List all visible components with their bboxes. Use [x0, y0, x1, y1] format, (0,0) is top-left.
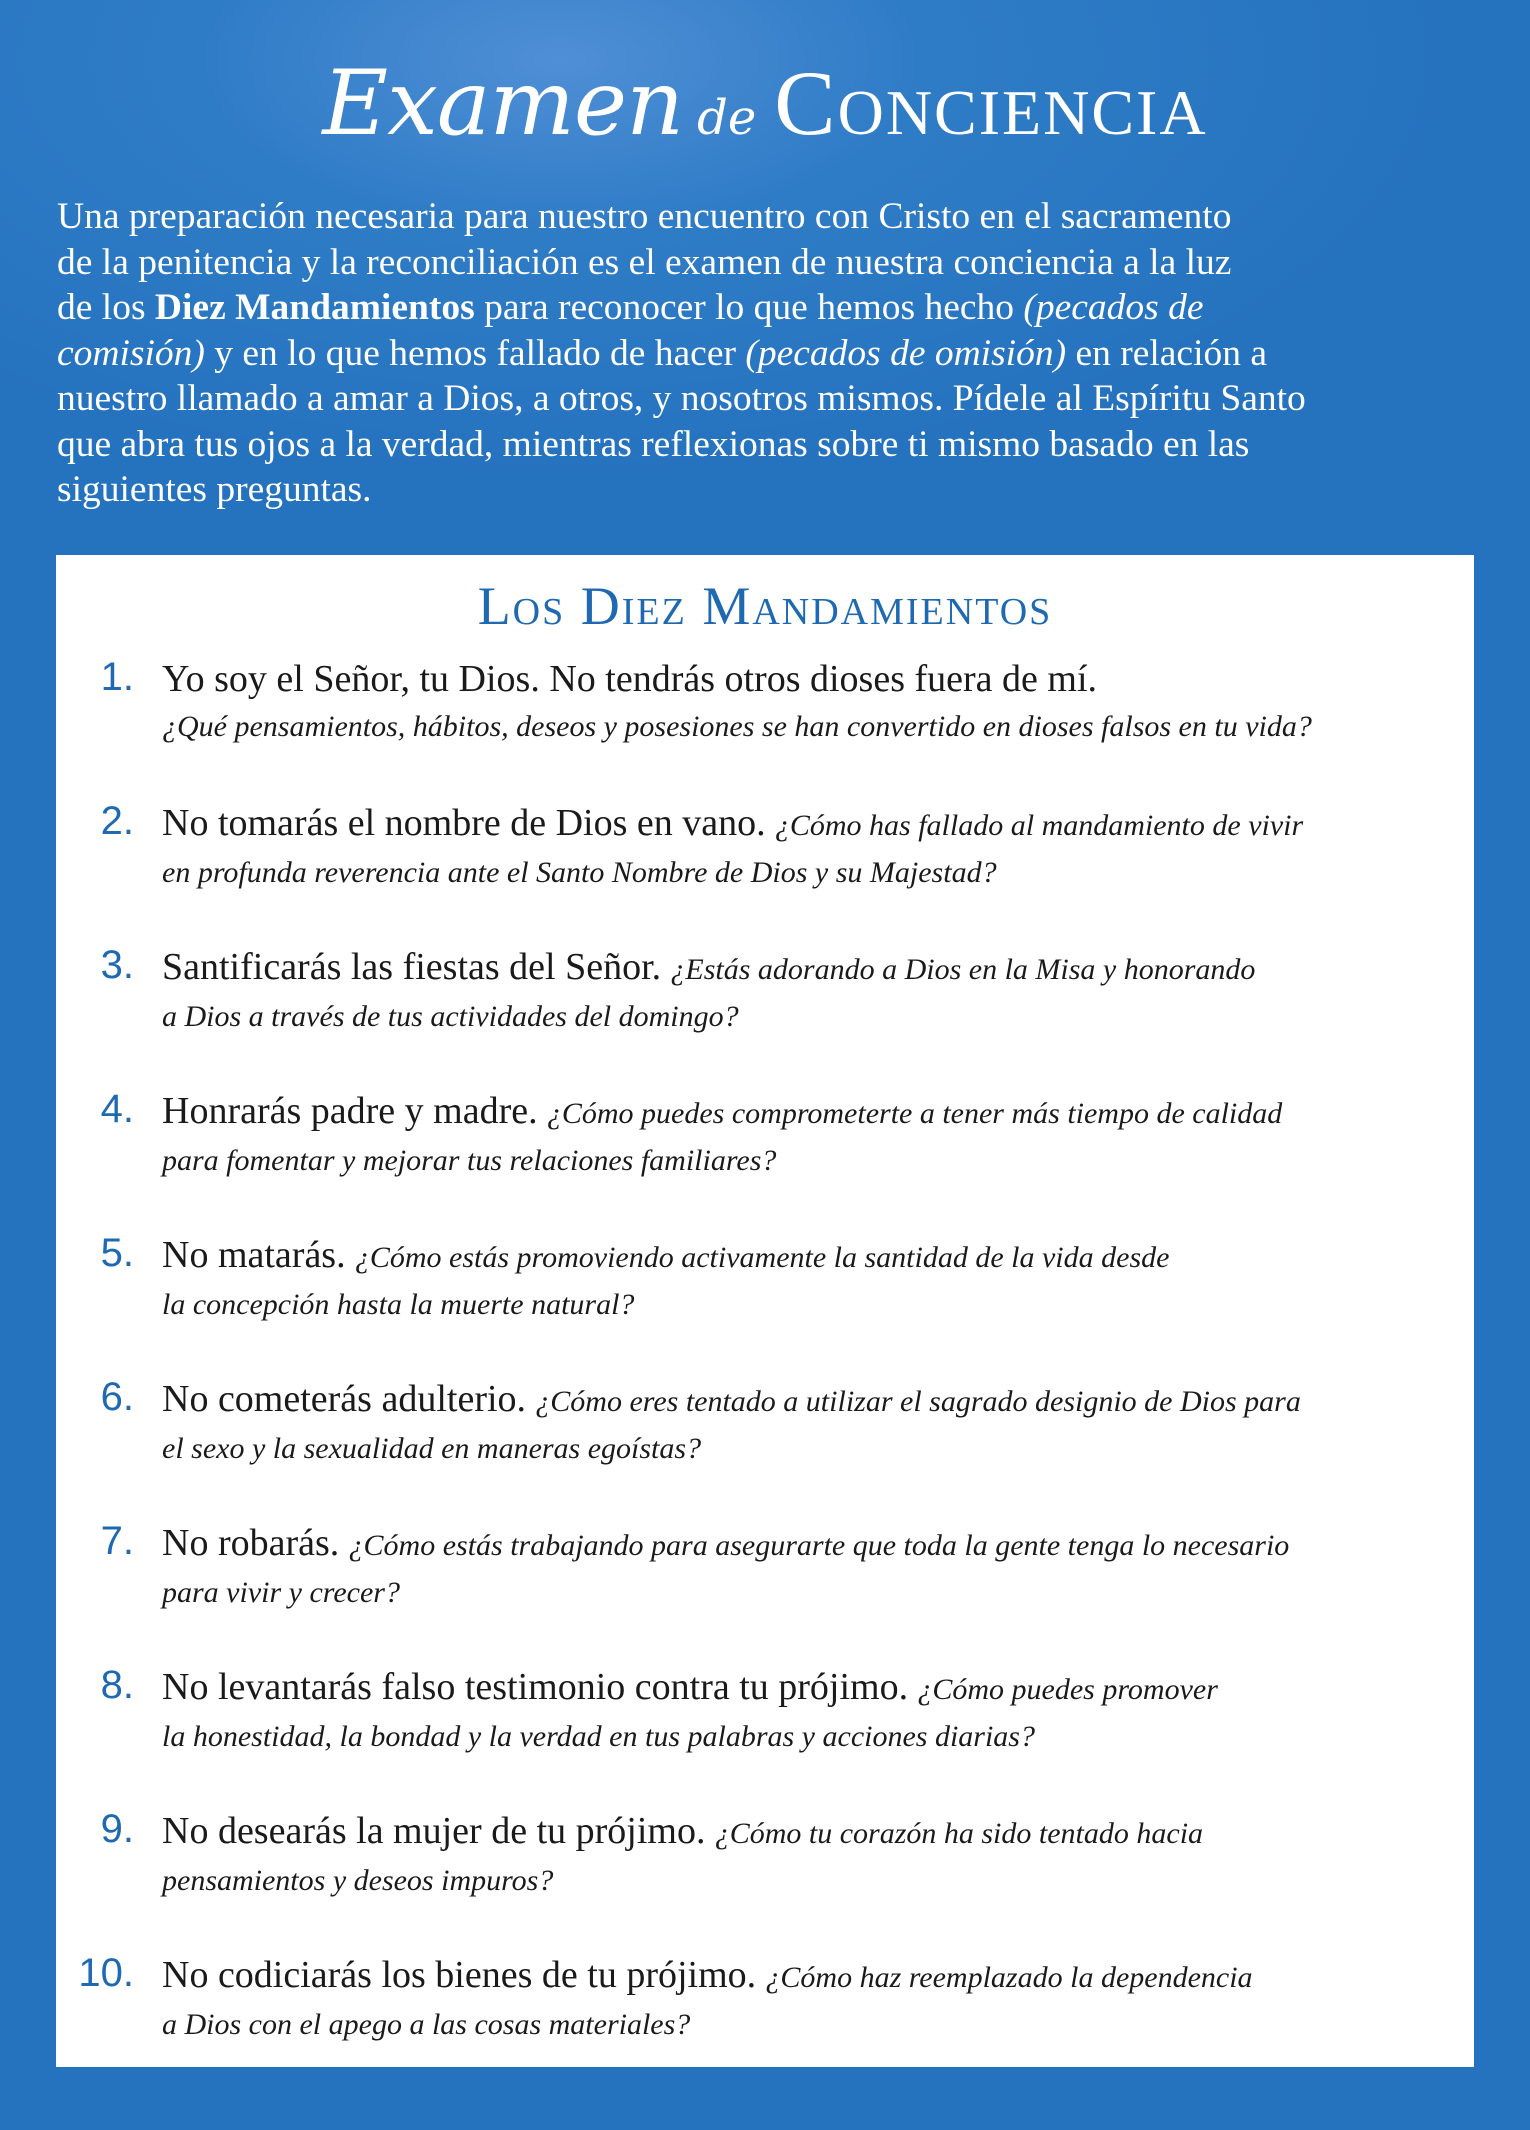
- commandment-number: 3.: [100, 943, 134, 987]
- commandment-text: [162, 943, 1462, 1040]
- commandment-text: [162, 1951, 1462, 2048]
- commandment-question: para vivir y crecer?: [162, 1576, 400, 1609]
- title-caps: Conciencia: [774, 52, 1208, 154]
- commandment-main: No levantarás falso testimonio contra tu prójimo.: [162, 1666, 909, 1708]
- intro-line: de la penitencia y la reconciliación es el examen de nuestra conciencia a la luz: [57, 241, 1232, 283]
- intro-text: en relación a: [1066, 332, 1268, 374]
- commandment-text: [162, 1663, 1462, 1760]
- page-title: [0, 50, 1530, 156]
- commandment-text: [162, 1375, 1462, 1472]
- commandment-main: No desearás la mujer de tu prójimo.: [162, 1810, 706, 1852]
- commandment-question: ¿Cómo estás promoviendo activamente la santidad de la vida desde: [354, 1241, 1170, 1274]
- commandment-question: para fomentar y mejorar tus relaciones familiares?: [162, 1144, 777, 1177]
- commandment-text: [162, 1807, 1462, 1904]
- commandment-question: ¿Cómo estás trabajando para asegurarte que toda la gente tenga lo necesario: [348, 1529, 1290, 1562]
- commandment-number: 1.: [100, 655, 134, 699]
- commandment-number: 7.: [100, 1519, 134, 1563]
- commandment-main: No codiciarás los bienes de tu prójimo.: [162, 1954, 757, 1996]
- commandment-question: ¿Cómo tu corazón ha sido tentado hacia: [714, 1817, 1204, 1850]
- intro-line: [57, 331, 1477, 377]
- commandment-question: la honestidad, la bondad y la verdad en tus palabras y acciones diarias?: [162, 1720, 1035, 1753]
- commandment-question: ¿Qué pensamientos, hábitos, deseos y posesiones se han convertido en dioses falsos en tu vida?: [162, 710, 1312, 743]
- commandment-number: 5.: [100, 1231, 134, 1275]
- intro-text: para reconocer lo que hemos hecho: [474, 287, 1024, 328]
- intro-line: [57, 285, 1477, 331]
- title-script: Examen: [322, 51, 684, 156]
- commandment-main: No matarás.: [162, 1234, 346, 1276]
- commandment-number: 10.: [78, 1951, 134, 1995]
- commandment-question: en profunda reverencia ante el Santo Nombre de Dios y su Majestad?: [162, 856, 997, 889]
- commandment-main: No cometerás adulterio.: [162, 1378, 527, 1420]
- commandments-panel: [56, 555, 1474, 2067]
- commandment-main: Yo soy el Señor, tu Dios. No tendrás otros dioses fuera de mí.: [162, 658, 1098, 700]
- intro-line: nuestro llamado a amar a Dios, a otros, y nosotros mismos. Pídele al Espíritu Santo: [57, 378, 1306, 419]
- commandment-number: 6.: [100, 1375, 134, 1419]
- intro-line: Una preparación necesaria para nuestro encuentro con Cristo en el sacramento: [57, 196, 1232, 237]
- intro-italic-text: comisión): [57, 332, 205, 374]
- commandment-question: pensamientos y deseos impuros?: [162, 1864, 554, 1897]
- commandment-question: ¿Cómo haz reemplazado la dependencia: [765, 1961, 1253, 1994]
- commandment-main: No tomarás el nombre de Dios en vano.: [162, 802, 766, 844]
- commandment-question: ¿Cómo eres tentado a utilizar el sagrado designio de Dios para: [535, 1385, 1301, 1418]
- commandment-question: a Dios a través de tus actividades del domingo?: [162, 1000, 739, 1033]
- commandment-number: 8.: [100, 1663, 134, 1707]
- commandment-main: No robarás.: [162, 1522, 340, 1564]
- intro-text: y en lo que hemos fallado de hacer: [204, 332, 746, 374]
- commandment-question: ¿Estás adorando a Dios en la Misa y honorando: [670, 953, 1256, 986]
- panel-heading: Los Diez Mandamientos: [477, 576, 1053, 636]
- commandment-text: [162, 1519, 1462, 1616]
- commandment-question: a Dios con el apego a las cosas materiales?: [162, 2008, 691, 2041]
- intro-italic-text: (pecados de omisión): [745, 332, 1067, 374]
- commandment-text: [162, 655, 1462, 750]
- commandment-question: la concepción hasta la muerte natural?: [162, 1288, 635, 1321]
- commandment-question: ¿Cómo puedes promover: [917, 1673, 1218, 1706]
- commandment-question: ¿Cómo puedes comprometerte a tener más tiempo de calidad: [546, 1097, 1283, 1130]
- commandment-text: [162, 799, 1462, 896]
- commandment-question: ¿Cómo has fallado al mandamiento de vivir: [774, 809, 1304, 842]
- commandment-number: 4.: [100, 1087, 134, 1131]
- commandment-text: [162, 1087, 1462, 1184]
- intro-bold-text: Diez Mandamientos: [154, 287, 475, 328]
- title-de: de: [697, 90, 757, 146]
- intro-italic-text: (pecados de: [1023, 287, 1204, 328]
- intro-text: de los: [57, 287, 155, 328]
- intro-line: siguientes preguntas.: [57, 469, 372, 510]
- commandment-main: Santificarás las fiestas del Señor.: [162, 946, 662, 988]
- commandment-number: 2.: [100, 799, 134, 843]
- commandment-question: el sexo y la sexualidad en maneras egoístas?: [162, 1432, 702, 1465]
- commandment-text: [162, 1231, 1462, 1328]
- intro-line: que abra tus ojos a la verdad, mientras reflexionas sobre ti mismo basado en las: [57, 423, 1250, 465]
- intro-paragraph: [57, 194, 1477, 513]
- commandment-number: 9.: [100, 1807, 134, 1851]
- commandment-main: Honrarás padre y madre.: [162, 1090, 538, 1132]
